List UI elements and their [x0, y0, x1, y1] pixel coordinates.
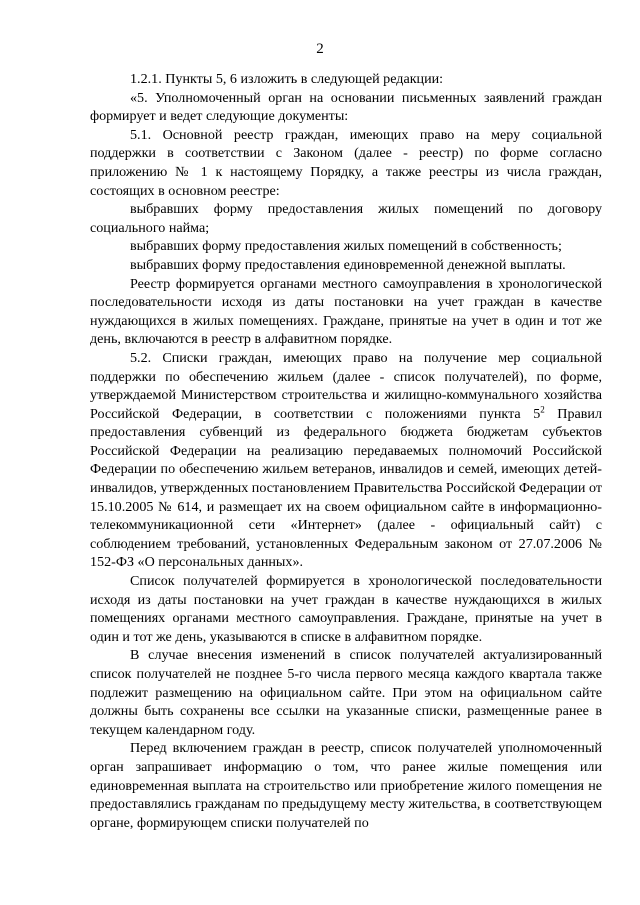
clause-5-2-text-before: 5.2. Списки граждан, имеющих право на получение мер социальной поддержки по обеспечению жильем (далее - список получателей), по форме, утверждаемой Министерством строительства и жилищно-коммунального хозяйства Российской Федерации, в соответствии с положениями пункта 5 [90, 349, 602, 422]
page-number: 2 [316, 41, 324, 57]
document-body [90, 70, 602, 832]
paragraph-clause-5-1: 5.1. Основной реестр граждан, имеющих право на меру социальной поддержки в соответствии с Законом (далее - реестр) по форме согласно приложению № 1 к настоящему Порядку, а также реестры из числа граждан, состоящих в основном реестре: [90, 126, 602, 199]
paragraph-clause-5-2 [90, 349, 602, 572]
paragraph-clause-1-2-1: 1.2.1. Пункты 5, 6 изложить в следующей редакции: [130, 71, 444, 87]
clause-5-2-superscript: 2 [540, 404, 545, 414]
paragraph-list-updates: В случае внесения изменений в список получателей актуализированный список получателей не позднее 5-го числа первого месяца каждого квартала также подлежит размещению на официальном сайте. При этом на официальном сайте должны быть сохранены все ссылки на указанные списки, размещенные ранее в текущем календарном году. [90, 647, 602, 738]
paragraph-registry-formation: Реестр формируется органами местного самоуправления в хронологической последовательности исходя из даты постановки на учет граждан в качестве нуждающихся в жилых помещениях. Граждане, принятые на учет в один и тот же день, включаются в реестр в алфавитном порядке. [90, 275, 602, 348]
paragraph-ownership: выбравших форму предоставления жилых помещений в собственность; [130, 238, 562, 255]
paragraph-lump-sum: выбравших форму предоставления единовременной денежной выплаты. [130, 256, 566, 273]
paragraph-before-inclusion: Перед включением граждан в реестр, список получателей уполномоченный орган запрашивает информацию о том, что ранее жилые помещения или единовременная выплата на строительство или приобретение жилого помещения не предоставлялись гражданам по предыдущему месту жительства, в соответствующем органе, формирующем списки получателей по [90, 740, 602, 831]
clause-5-2-text-after: Правил предоставления субвенций из федерального бюджета бюджетам субъектов Российской Федерации на реализацию передаваемых полномочий Российской Федерации по обеспечению жильем ветеранов, инвалидов и семей, имеющих детей-инвалидов, утвержденных постановлением Правительства Российской Федерации от 15.10.2005 № 614, и размещает их на своем официальном сайте в информационно-телекоммуникационной сети «Интернет» (далее - официальный сайт) с соблюдением требований, установленных Федеральным законом от 27.07.2006 № 152-ФЗ «О персональных данных». [90, 405, 603, 571]
paragraph-recipients-list-formation: Список получателей формируется в хронологической последовательности исходя из даты постановки на учет граждан в качестве нуждающихся в жилых помещениях органами местного самоуправления. Граждане, принятые на учет в один и тот же день, указываются в списке в алфавитном порядке. [90, 573, 602, 645]
paragraph-social-rent: выбравших форму предоставления жилых помещений по договору социального найма; [90, 201, 602, 236]
paragraph-clause-5-intro: «5. Уполномоченный орган на основании письменных заявлений граждан формирует и ведет следующие документы: [90, 89, 602, 125]
